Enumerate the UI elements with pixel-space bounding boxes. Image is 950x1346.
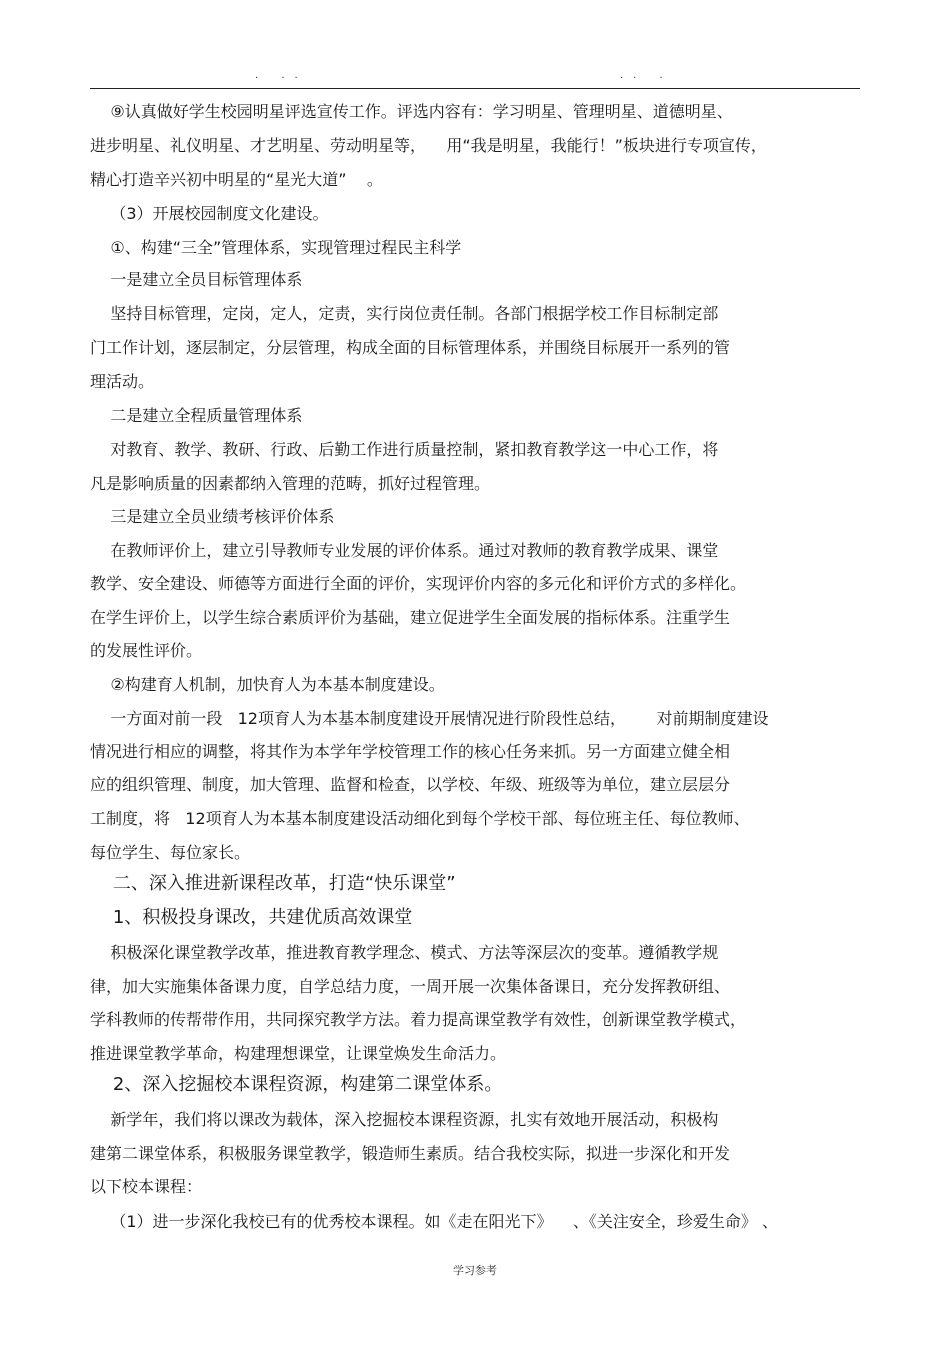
text-line: 坚持目标管理，定岗，定人，定责，实行岗位责任制。各部门根据学校工作目标制定部	[90, 304, 719, 323]
text-line: 一是建立全员目标管理体系	[90, 270, 303, 289]
section-heading: 二、深入推进新课程改革，打造“快乐课堂”	[90, 873, 456, 894]
text-line: 三是建立全员业绩考核评价体系	[90, 507, 335, 526]
text-line: 教学、安全建设、师德等方面进行全面的评价，实现评价内容的多元化和评价方式的多样化。	[90, 574, 747, 593]
text-line: 积极深化课堂教学改革，推进教育教学理念、模式、方法等深层次的变革。遵循教学规	[90, 943, 719, 962]
text-line: 工制度，将 12项育人为本基本制度建设活动细化到每个学校干部、每位班主任、每位教师、	[90, 809, 750, 828]
text-line: 一方面对前一段 12项育人为本基本制度建设开展情况进行阶段性总结， 对前期制度建设	[90, 709, 769, 728]
header-marks-right: .. .	[620, 70, 673, 81]
text-line: 每位学生、每位家长。	[90, 843, 251, 862]
text-line: 情况进行相应的调整，将其作为本学年学校管理工作的核心任务来抓。另一方面建立健全相	[90, 742, 731, 761]
text-line: 理活动。	[90, 372, 155, 391]
text-line: 凡是影响质量的因素都纳入管理的范畴，抓好过程管理。	[90, 474, 491, 493]
text-line: 的发展性评价。	[90, 641, 203, 660]
text-line: ⑨认真做好学生校园明星评选宣传工作。评选内容有：学习明星、管理明星、道德明星、	[90, 102, 733, 121]
text-line: 在学生评价上，以学生综合素质评价为基础，建立促进学生全面发展的指标体系。注重学生	[90, 608, 731, 627]
text-line: 以下校本课程：	[90, 1177, 203, 1196]
text-line: 应的组织管理、制度，加大管理、监督和检查，以学校、年级、班级等为单位，建立层层分	[90, 775, 731, 794]
header-marks-left: . ..	[255, 70, 308, 81]
text-line: 律，加大实施集体备课力度，自学总结力度，一周开展一次集体备课日，充分发挥教研组、	[90, 977, 731, 996]
text-line: 学科教师的传帮带作用，共同探究教学方法。着力提高课堂教学有效性，创新课堂教学模式，	[90, 1010, 747, 1029]
text-line: 对教育、教学、教研、行政、后勤工作进行质量控制，紧扣教育教学这一中心工作，将	[90, 440, 719, 459]
text-line: ①、构建“三全”管理体系，实现管理过程民主科学	[90, 238, 462, 257]
text-line: 在教师评价上，建立引导教师专业发展的评价体系。通过对教师的教育教学成果、课堂	[90, 541, 719, 560]
text-line: 推进课堂教学革命，构建理想课堂，让课堂焕发生命活力。	[90, 1044, 507, 1063]
text-line: ②构建育人机制，加快育人为本基本制度建设。	[90, 675, 445, 694]
subsection-heading: 1、积极投身课改，共建优质高效课堂	[90, 907, 413, 928]
text-line: 建第二课堂体系，积极服务课堂教学，锻造师生素质。结合我校实际，拟进一步深化和开发	[90, 1144, 731, 1163]
page-footer: 学习参考	[453, 1264, 497, 1277]
text-line: 精心打造辛兴初中明星的“星光大道” 。	[90, 170, 383, 189]
subsection-heading: 2、深入挖掘校本课程资源，构建第二课堂体系。	[90, 1074, 503, 1095]
text-line: 二是建立全程质量管理体系	[90, 406, 303, 425]
text-line: 新学年，我们将以课改为载体，深入挖掘校本课程资源，扎实有效地开展活动，积极构	[90, 1110, 719, 1129]
text-line: 门工作计划，逐层制定，分层管理，构成全面的目标管理体系，并围绕目标展开一系列的管	[90, 338, 731, 357]
header-rule	[90, 88, 860, 89]
text-line: （3）开展校园制度文化建设。	[90, 204, 329, 223]
text-line: （1）进一步深化我校已有的优秀校本课程。如《走在阳光下》 、《关注安全，珍爱生命》 、	[90, 1212, 778, 1231]
text-line: 进步明星、礼仪明星、才艺明星、劳动明星等， 用“我是明星，我能行！”板块进行专项宣传，	[90, 136, 767, 155]
